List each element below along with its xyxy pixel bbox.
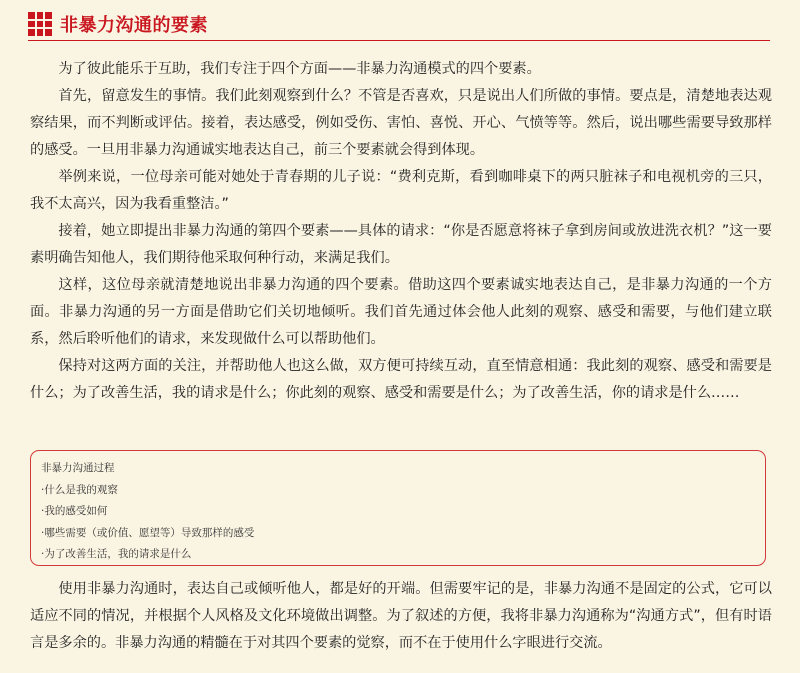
page-header: [28, 8, 770, 41]
paragraph-request: 接着，她立即提出非暴力沟通的第四个要素——具体的请求：“你是否愿意将袜子拿到房间或放进洗衣机？”这一要素明确告知他人，我们期待他采取何种行动，来满足我们。: [30, 223, 772, 266]
paragraph-continuous-interaction: 保持对这两方面的关注，并帮助他人也这么做，双方便可持续互动，直至情意相通：我此刻的观察、感受和需要是什么；为了改善生活，我的请求是什么；你此刻的观察、感受和需要是什么；为了改善生活，你的请求是什么……: [30, 358, 772, 401]
paragraph-two-aspects: 这样，这位母亲就清楚地说出非暴力沟通的四个要素。借助这四个要素诚实地表达自己，是非暴力沟通的一个方面。非暴力沟通的另一方面是借助它们关切地倾听。我们首先通过体会他人此刻的观察、感受和需要，与他们建立联系，然后聆听他们的请求，来发现做什么可以帮助他们。: [30, 277, 772, 347]
process-box-title: 非暴力沟通过程: [41, 462, 115, 474]
paragraph-first-elements: 首先，留意发生的事情。我们此刻观察到什么？不管是否喜欢，只是说出人们所做的事情。要点是，清楚地表达观察结果，而不判断或评估。接着，表达感受，例如受伤、害怕、喜悦、开心、气愤等等。然后，说出哪些需要导致那样的感受。一旦用非暴力沟通诚实地表达自己，前三个要素就会得到体现。: [30, 88, 772, 158]
process-summary-box: [30, 450, 766, 566]
page-title: 非暴力沟通的要素: [60, 15, 208, 36]
process-item-observation: ·什么是我的观察: [41, 483, 118, 496]
process-item-request: ·为了改善生活，我的请求是什么: [41, 548, 192, 560]
process-item-feeling: ·我的感受如何: [41, 505, 108, 517]
paragraph-intro: 为了彼此能乐于互助，我们专注于四个方面——非暴力沟通模式的四个要素。: [58, 61, 541, 77]
red-grid-logo-icon: [28, 12, 52, 36]
paragraph-example: 举例来说，一位母亲可能对她处于青春期的儿子说：“费利克斯，看到咖啡桌下的两只脏袜子和电视机旁的三只，我不太高兴，因为我看重整洁。”: [30, 169, 772, 212]
process-item-needs: ·哪些需要（或价值、愿望等）导致那样的感受: [41, 526, 255, 539]
paragraph-closing: 使用非暴力沟通时，表达自己或倾听他人，都是好的开端。但需要牢记的是，非暴力沟通不是固定的公式，它可以适应不同的情况，并根据个人风格及文化环境做出调整。为了叙述的方便，我将非暴力沟通称为“沟通方式”，但有时语言是多余的。非暴力沟通的精髓在于对其四个要素的觉察，而不在于使用什么字眼进行交流。: [30, 581, 772, 651]
